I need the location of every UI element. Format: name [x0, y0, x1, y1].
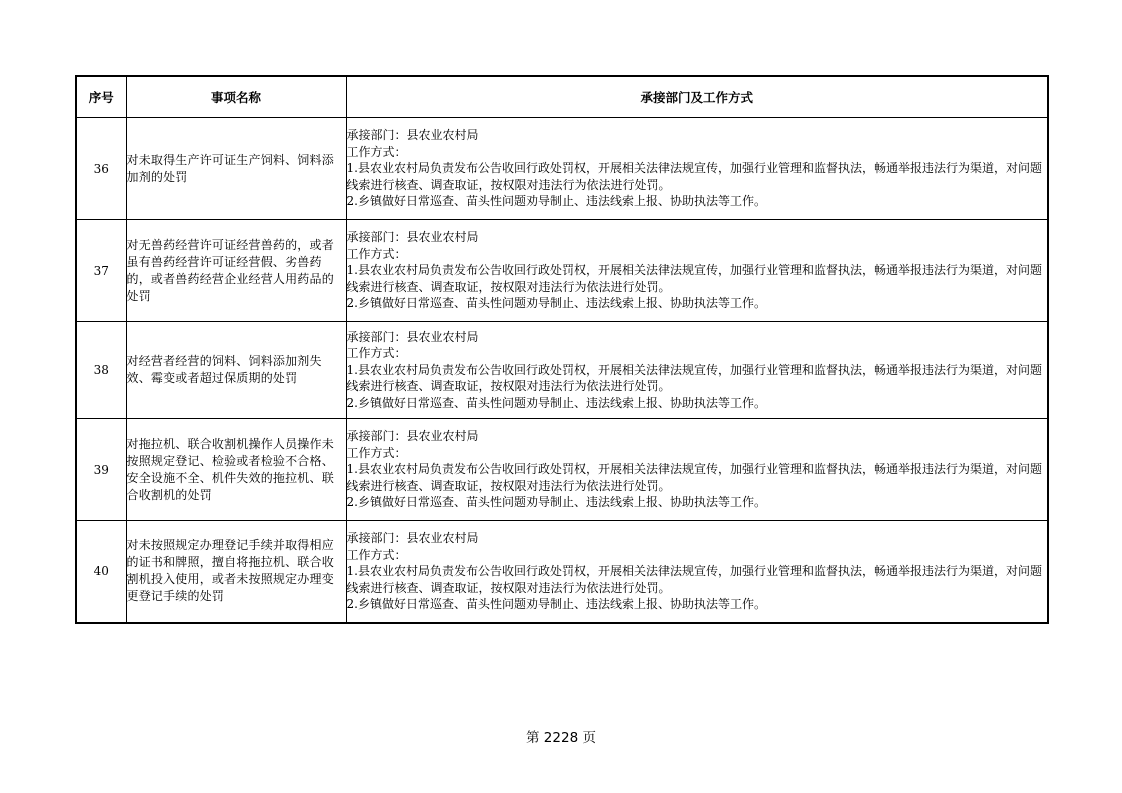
- department-line: 承接部门：县农业农村局: [346, 329, 479, 344]
- department-line: 承接部门：县农业农村局: [346, 230, 479, 245]
- header-serial-number: 序号: [76, 76, 126, 118]
- work-step-2: 2.乡镇做好日常巡查、苗头性问题劝导制止、违法线索上报、协助执法等工作。: [346, 597, 766, 611]
- row-serial-number: 37: [76, 220, 126, 322]
- row-item-name: 对经营者经营的饲料、饲料添加剂失效、霉变或者超过保质期的处罚: [126, 322, 346, 419]
- work-mode-label: 工作方式：: [346, 144, 407, 159]
- table-header-row: [76, 76, 1048, 118]
- row-item-name: 对无兽药经营许可证经营兽药的，或者虽有兽药经营许可证经营假、劣兽药的，或者兽药经营企业经营人用药品的处罚: [126, 220, 346, 322]
- work-step-1: 1.县农业农村局负责发布公告收回行政处罚权，开展相关法律法规宣传，加强行业管理和监督执法，畅通举报违法行为渠道，对问题线索进行核查、调查取证，按权限对违法行为依法进行处罚。: [346, 362, 1042, 394]
- row-item-name: 对未取得生产许可证生产饲料、饲料添加剂的处罚: [126, 118, 346, 220]
- department-line: 承接部门：县农业农村局: [346, 429, 479, 444]
- work-step-1: 1.县农业农村局负责发布公告收回行政处罚权，开展相关法律法规宣传，加强行业管理和监督执法，畅通举报违法行为渠道，对问题线索进行核查、调查取证，按权限对违法行为依法进行处罚。: [346, 263, 1042, 294]
- row-department-method: [346, 322, 1048, 419]
- work-step-1: 1.县农业农村局负责发布公告收回行政处罚权，开展相关法律法规宣传，加强行业管理和监督执法，畅通举报违法行为渠道，对问题线索进行核查、调查取证，按权限对违法行为依法进行处罚。: [346, 161, 1042, 192]
- page-number: 第 2228 页: [526, 730, 596, 746]
- work-step-2: 2.乡镇做好日常巡查、苗头性问题劝导制止、违法线索上报、协助执法等工作。: [346, 194, 766, 209]
- table-row: [76, 322, 1048, 419]
- work-mode-label: 工作方式：: [346, 246, 407, 261]
- table-row: [76, 521, 1048, 623]
- row-item-name: 对拖拉机、联合收割机操作人员操作未按照规定登记、检验或者检验不合格、安全设施不全、机件失效的拖拉机、联合收割机的处罚: [126, 419, 346, 521]
- row-serial-number: 40: [76, 521, 126, 623]
- row-department-method: [346, 118, 1048, 220]
- row-department-method: [346, 419, 1048, 521]
- row-serial-number: 38: [76, 322, 126, 419]
- table-row: [76, 419, 1048, 521]
- table-row: [76, 118, 1048, 220]
- row-department-method: [346, 220, 1048, 322]
- work-step-2: 2.乡镇做好日常巡查、苗头性问题劝导制止、违法线索上报、协助执法等工作。: [346, 296, 766, 311]
- work-mode-label: 工作方式：: [346, 346, 407, 361]
- row-item-name: 对未按照规定办理登记手续并取得相应的证书和牌照，擅自将拖拉机、联合收割机投入使用，或者未按照规定办理变更登记手续的处罚: [126, 521, 346, 623]
- header-item-name: 事项名称: [126, 76, 346, 118]
- work-step-2: 2.乡镇做好日常巡查、苗头性问题劝导制止、违法线索上报、协助执法等工作。: [346, 495, 766, 510]
- items-table: [75, 75, 1049, 624]
- header-department-method: 承接部门及工作方式: [346, 76, 1048, 118]
- work-mode-label: 工作方式：: [346, 547, 407, 562]
- table-row: [76, 220, 1048, 322]
- work-step-1: 1.县农业农村局负责发布公告收回行政处罚权，开展相关法律法规宣传，加强行业管理和监督执法，畅通举报违法行为渠道，对问题线索进行核查、调查取证，按权限对违法行为依法进行处罚。: [346, 564, 1042, 595]
- department-line: 承接部门：县农业农村局: [346, 531, 479, 545]
- work-step-1: 1.县农业农村局负责发布公告收回行政处罚权，开展相关法律法规宣传，加强行业管理和监督执法，畅通举报违法行为渠道，对问题线索进行核查、调查取证，按权限对违法行为依法进行处罚。: [346, 462, 1042, 493]
- row-department-method: [346, 521, 1048, 623]
- work-step-2: 2.乡镇做好日常巡查、苗头性问题劝导制止、违法线索上报、协助执法等工作。: [346, 395, 766, 410]
- department-line: 承接部门：县农业农村局: [346, 128, 479, 143]
- row-serial-number: 36: [76, 118, 126, 220]
- row-serial-number: 39: [76, 419, 126, 521]
- work-mode-label: 工作方式：: [346, 445, 407, 460]
